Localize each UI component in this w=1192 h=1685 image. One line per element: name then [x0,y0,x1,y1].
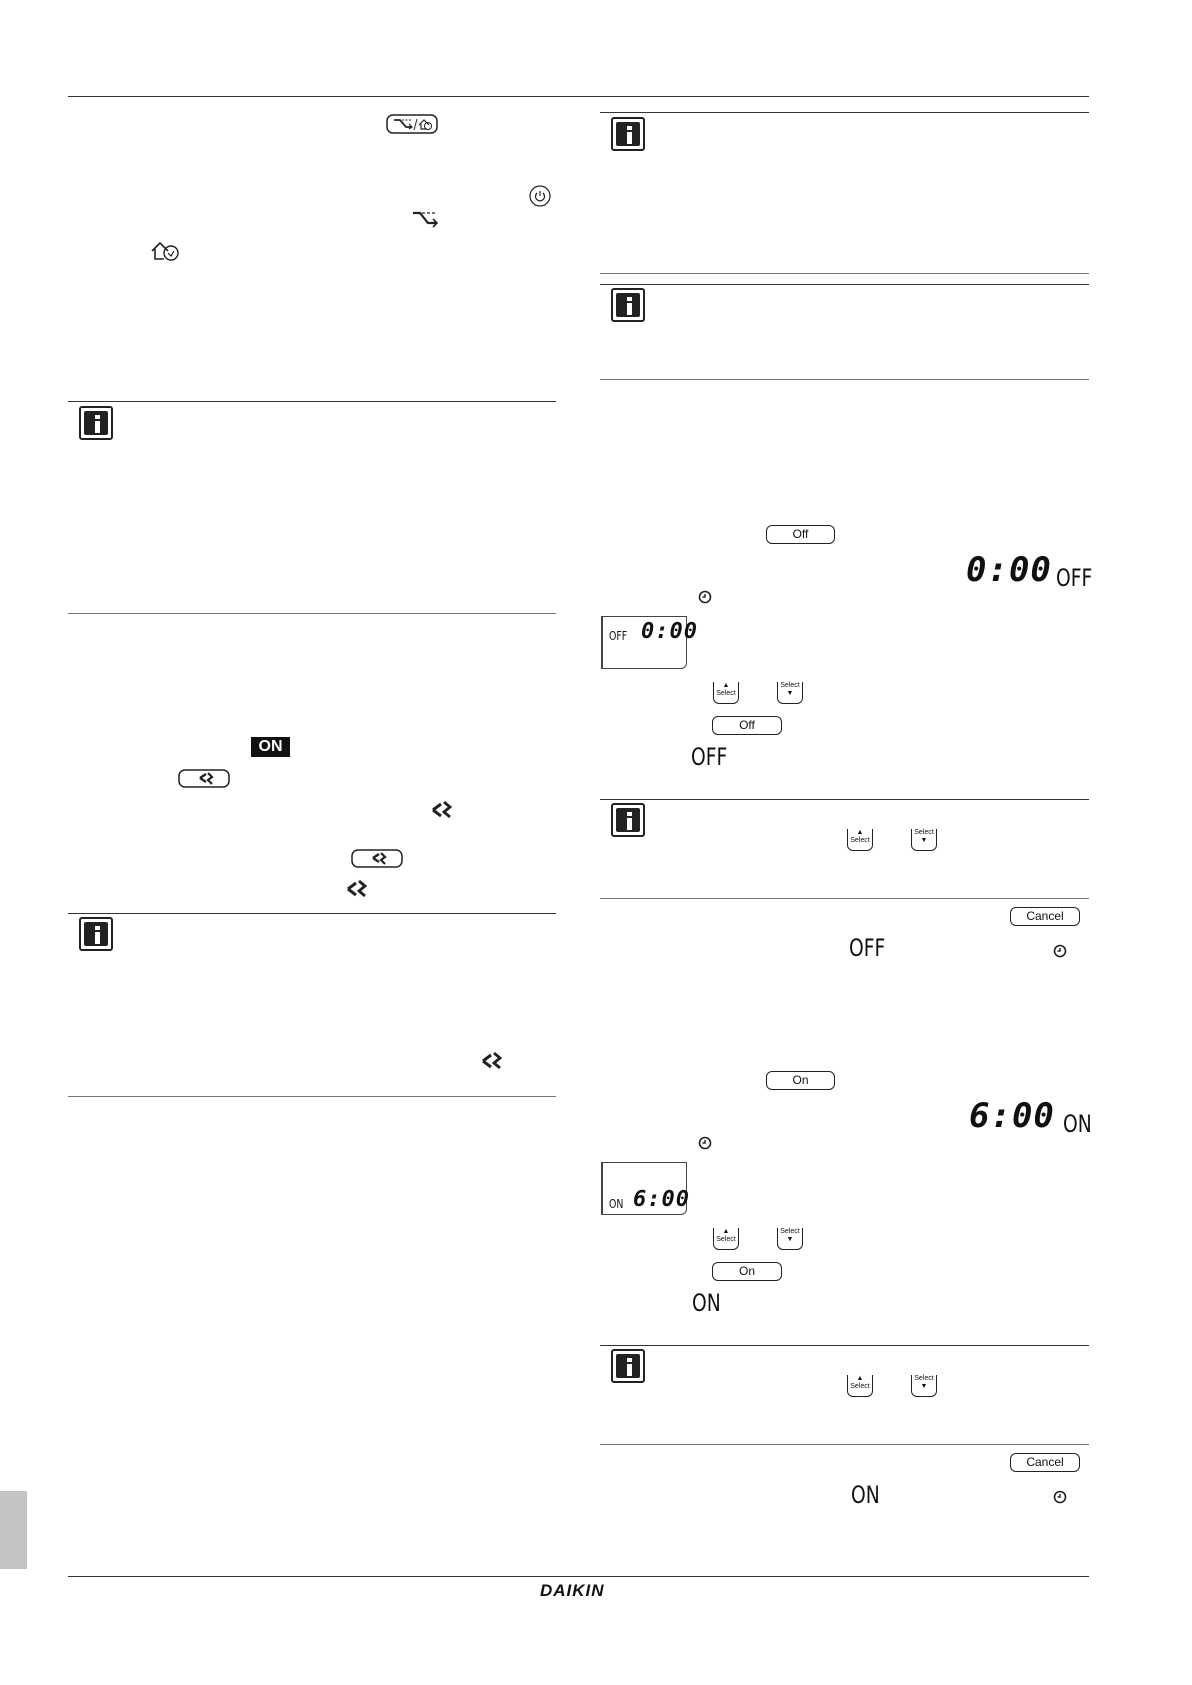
clock-icon [1053,944,1067,963]
select-down-button[interactable]: Select ▼ [777,682,803,704]
clock-icon [1053,1490,1067,1509]
display-time: 0:00 [966,550,1052,590]
lcd-display [601,616,698,669]
lcd-mode: OFF [609,629,628,643]
lcd-time: 0:00 [641,619,698,644]
on-text: ON [851,1481,880,1509]
select-up-button[interactable]: ▲ Select [713,1228,739,1250]
info-box-rule [600,1345,1089,1346]
display-time: 6:00 [969,1096,1055,1136]
info-icon [611,1349,645,1383]
cancel-button[interactable]: Cancel [1010,907,1080,926]
fan-icon [346,879,372,904]
select-up-button[interactable]: ▲ Select [847,829,873,851]
off-text: OFF [691,743,728,771]
info-icon [611,117,645,151]
on-text: ON [692,1289,721,1317]
clock-icon [698,590,712,609]
header-rule [68,96,1089,97]
on-button[interactable]: On [712,1262,782,1281]
info-box-rule [600,284,1089,285]
info-icon [611,288,645,322]
off-text: OFF [849,934,886,962]
info-icon [79,406,113,440]
info-box-rule [600,273,1089,274]
airflow-mode-button-icon [386,114,438,139]
fan-button-icon [178,769,230,794]
home-leave-icon [151,240,181,267]
select-up-button[interactable]: ▲ Select [713,682,739,704]
lcd-time: 6:00 [633,1187,690,1212]
info-box-rule [68,613,556,614]
power-icon [529,185,551,212]
select-down-button[interactable]: Select ▼ [911,1375,937,1397]
info-box-rule [600,112,1089,113]
info-box-rule [68,1096,556,1097]
info-box-rule [600,799,1089,800]
display-mode: OFF [1056,564,1093,592]
fan-icon [431,800,457,825]
clock-icon [698,1136,712,1155]
cancel-button[interactable]: Cancel [1010,1453,1080,1472]
airflow-icon [412,209,440,234]
info-icon [79,917,113,951]
info-icon [611,803,645,837]
info-box-rule [68,401,556,402]
fan-icon [481,1051,507,1076]
brand-logo: DAIKIN [540,1581,605,1600]
fan-button-icon [351,849,403,874]
off-button[interactable]: Off [712,716,782,735]
lcd-mode: ON [609,1197,624,1211]
on-badge: ON [251,737,290,757]
select-down-button[interactable]: Select ▼ [911,829,937,851]
footer-rule [68,1576,1089,1577]
info-box-rule [68,913,556,914]
select-down-button[interactable]: Select ▼ [777,1228,803,1250]
side-tab [0,1491,27,1569]
info-box-rule [600,898,1089,899]
display-mode: ON [1063,1110,1092,1138]
on-button[interactable]: On [766,1071,835,1090]
off-button[interactable]: Off [766,525,835,544]
info-box-rule [600,1444,1089,1445]
select-up-button[interactable]: ▲ Select [847,1375,873,1397]
lcd-display [601,1162,690,1215]
info-box-rule [600,379,1089,380]
